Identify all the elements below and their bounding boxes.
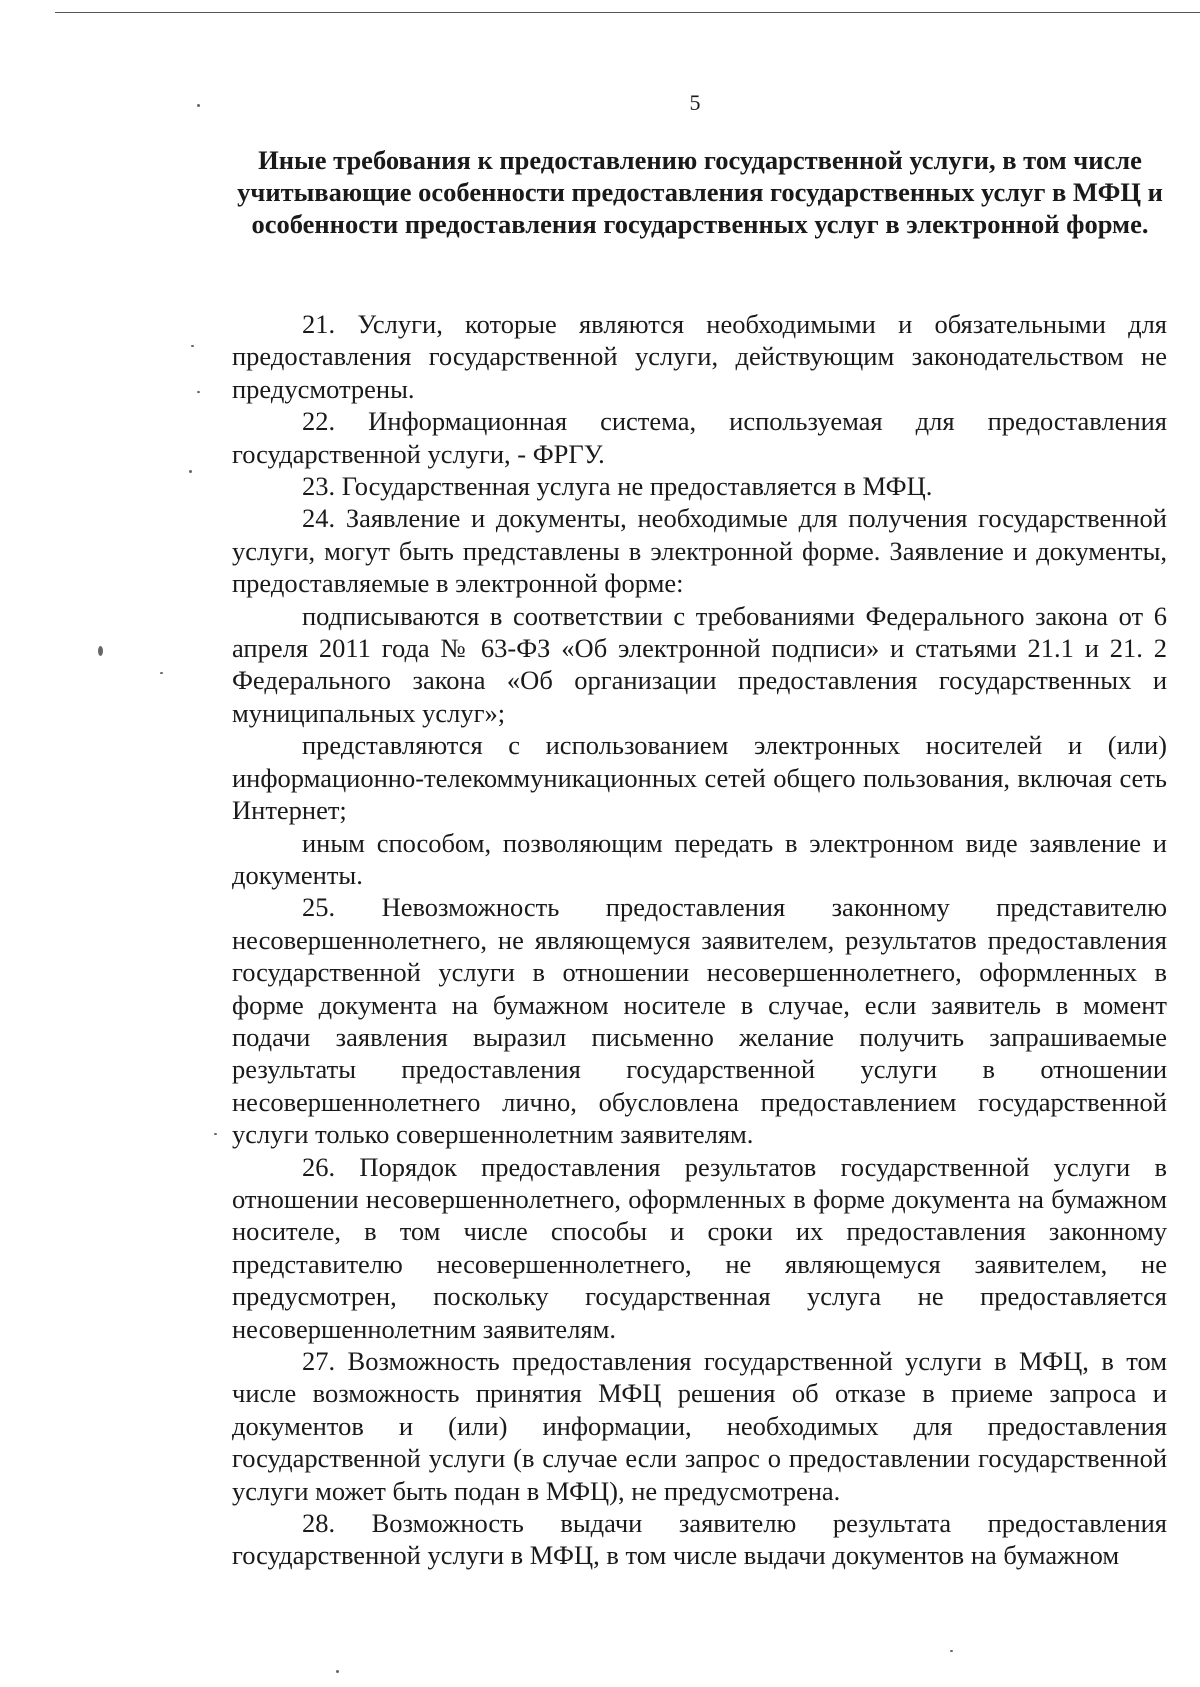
paragraph-24-signed: подписываются в соответствии с требованиями Федерального закона от 6 апреля 2011 года № 63-ФЗ «Об электронной подписи» и статьями 21.1 и 21. 2 Федерального закона «Об организации предоставления государственных и муниципальных услуг»; — [232, 600, 1167, 728]
scan-speck — [160, 672, 163, 674]
paragraph-28: 28. Возможность выдачи заявителю результата предоставления государственной услуги в МФЦ, в том числе выдачи документов на бумажном — [232, 1508, 1167, 1571]
section-heading: Иные требования к предоставлению государственной услуги, в том числе учитывающие особенности предоставления государственных услуг в МФЦ и особенности предоставления государственных услуг в электронной форме. — [237, 145, 1163, 239]
paragraph-24-other: иным способом, позволяющим передать в электронном виде заявление и документы. — [232, 827, 1167, 890]
paragraph-22: 22. Информационная система, используемая для предоставления государственной услуги, - ФРГУ. — [232, 406, 1167, 469]
paragraph-24: 24. Заявление и документы, необходимые для получения государственной услуги, могут быть представлены в электронной форме. Заявление и документы, предоставляемые в электронной форме: — [232, 503, 1167, 599]
scan-speck — [98, 646, 103, 656]
paragraph-24-media: представляются с использованием электронных носителей и (или) информационно-телекоммуникационных сетей общего пользования, включая сеть Интернет; — [232, 730, 1167, 826]
scan-speck — [214, 1133, 217, 1135]
scan-speck — [336, 1670, 339, 1673]
paragraph-23: 23. Государственная услуга не предоставляется в МФЦ. — [302, 471, 933, 502]
page-number: 5 — [689, 90, 701, 115]
paragraph-25: 25. Невозможность предоставления законному представителю несовершеннолетнего, не являющемуся заявителем, результатов предоставления государственной услуги в отношении несовершеннолетнего, оформленных в форме документа на бумажном носителе в случае, если заявитель в момент подачи заявления выразил письменно желание получить запрашиваемые результаты предоставления государственной услуги в отношении несовершеннолетнего лично, обусловлена предоставлением государственной услуги только совершеннолетним заявителям. — [232, 892, 1167, 1150]
scan-speck — [950, 1650, 953, 1652]
scan-speck — [189, 470, 192, 473]
paragraph-21: 21. Услуги, которые являются необходимыми и обязательными для предоставления государственной услуги, действующим законодательством не предусмотрены. — [232, 309, 1167, 404]
scan-speck — [191, 345, 194, 347]
scan-top-rule — [55, 12, 1200, 13]
paragraph-26: 26. Порядок предоставления результатов государственной услуги в отношении несовершеннолетнего, оформленных в форме документа на бумажном носителе, в том числе способы и сроки их предоставления законному представителю несовершеннолетнего, не являющемуся заявителем, не предусмотрен, поскольку государственная услуга не предоставляется несовершеннолетним заявителям. — [232, 1151, 1167, 1344]
paragraph-27: 27. Возможность предоставления государственной услуги в МФЦ, в том числе возможность принятия МФЦ решения об отказе в приеме запроса и документов и (или) информации, необходимых для предоставления государственной услуги (в случае если запрос о предоставлении государственной услуги может быть подан в МФЦ), не предусмотрена. — [232, 1346, 1167, 1506]
scan-speck — [197, 391, 200, 393]
section-body — [232, 308, 1167, 1572]
